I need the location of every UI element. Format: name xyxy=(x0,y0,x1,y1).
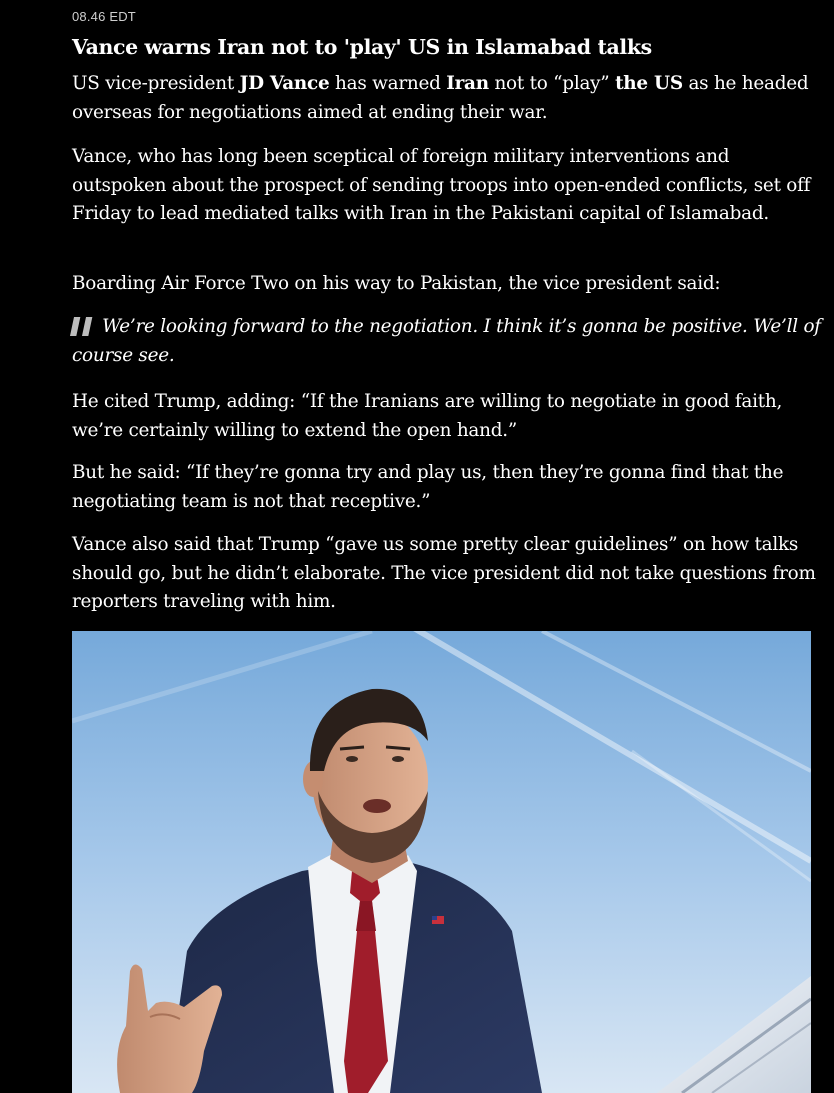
paragraph-background: Vance, who has long been sceptical of foreign military interventions and outspoken about the prospect of sending troops into open-ended conflicts, set off Friday to lead mediated talks with Iran in the Pakistani capital of Islamabad. xyxy=(72,146,811,225)
paragraph-boarding: Boarding Air Force Two on his way to Pakistan, the vice president said: xyxy=(72,273,721,294)
text-segment: US vice-president xyxy=(72,73,240,94)
bold-segment: Iran xyxy=(446,73,489,94)
article-photo[interactable] xyxy=(72,631,811,1093)
paragraph-intro xyxy=(72,70,816,127)
paragraph-warning: But he said: “If they’re gonna try and play us, then they’re gonna find that the negotiating team is not that receptive.” xyxy=(72,462,784,512)
quote-icon: ▌▌ xyxy=(70,317,99,336)
post-timestamp[interactable]: 08.46 EDT xyxy=(72,9,136,24)
text-segment: has warned xyxy=(329,73,447,94)
text-segment: as he headed overseas for negotiations aimed at ending their war. xyxy=(72,73,809,123)
paragraph-guidelines: Vance also said that Trump “gave us some pretty clear guidelines” on how talks should go, but he didn’t elaborate. The vice president did not take questions from reporters traveling with him. xyxy=(72,534,816,613)
bold-segment: JD Vance xyxy=(239,73,330,94)
post-headline: Vance warns Iran not to 'play' US in Islamabad talks xyxy=(72,35,652,59)
blockquote xyxy=(72,313,822,370)
text-segment: not to “play” xyxy=(488,73,616,94)
quote-text: We’re looking forward to the negotiation. I think it’s gonna be positive. We’ll of course see. xyxy=(72,316,821,366)
bold-segment: the US xyxy=(615,73,683,94)
photo-illustration xyxy=(72,631,811,1093)
paragraph-trump-cite: He cited Trump, adding: “If the Iranians are willing to negotiate in good faith, we’re certainly willing to extend the open hand.” xyxy=(72,391,783,441)
